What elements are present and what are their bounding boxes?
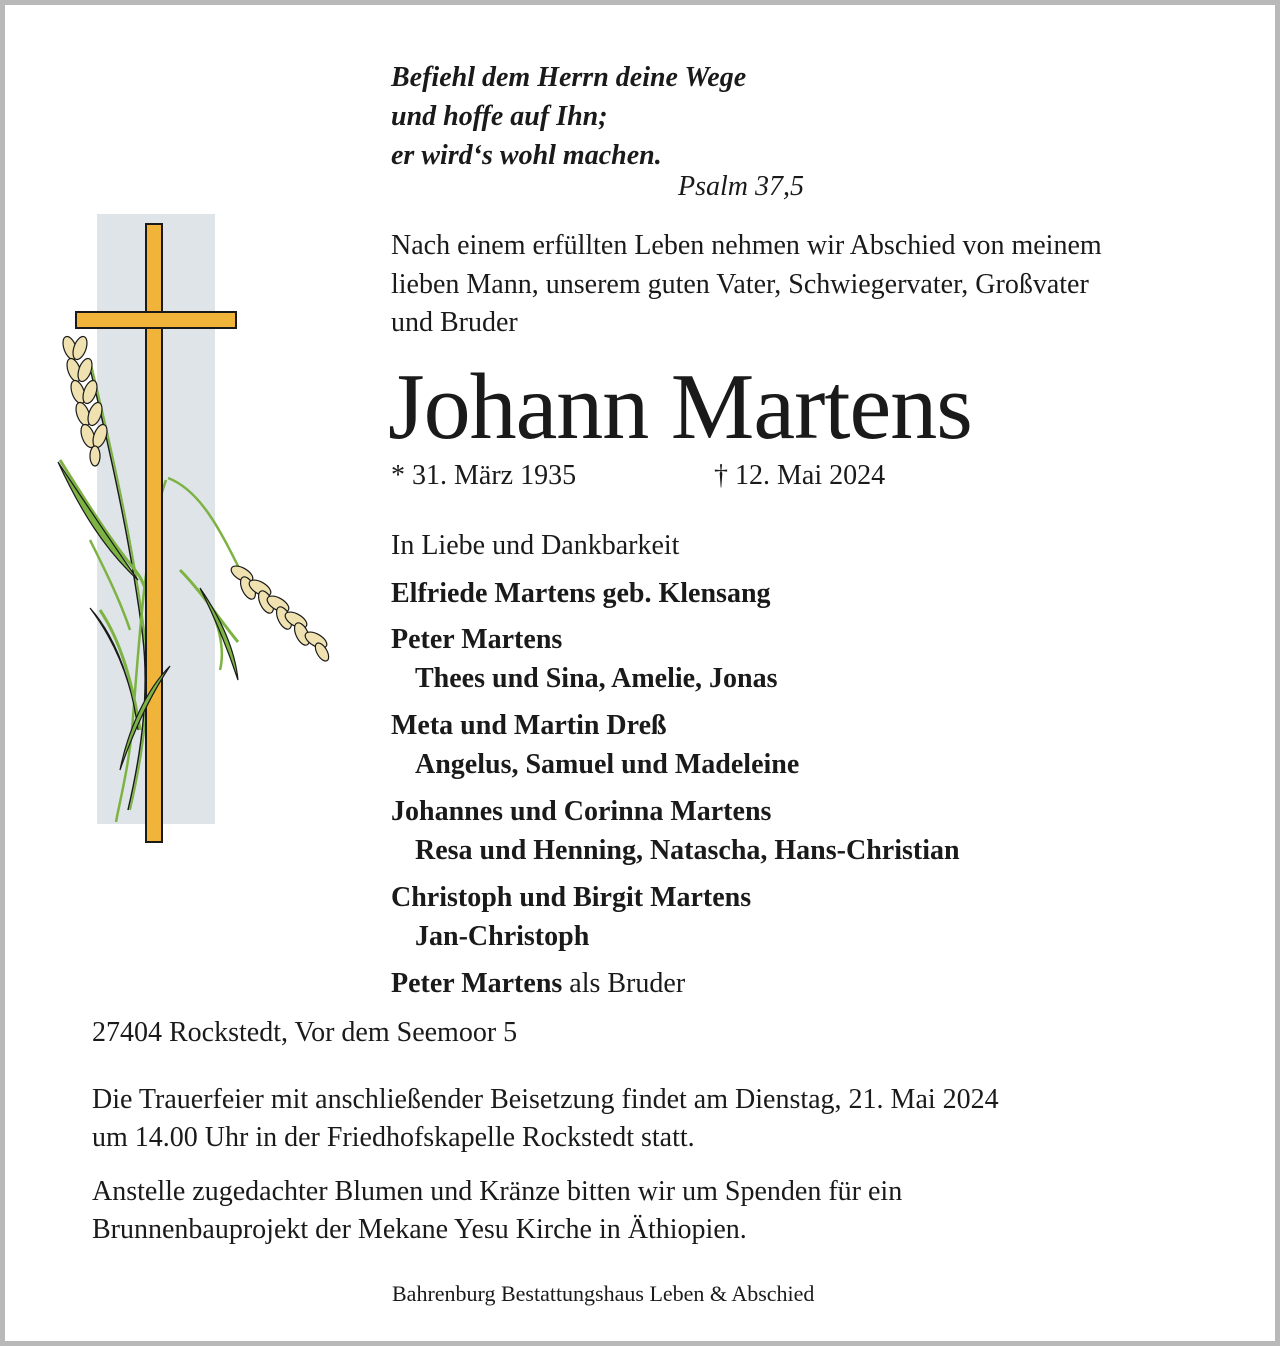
mourner-name: Christoph und Birgit Martens <box>391 882 752 913</box>
intro-text <box>391 227 1251 343</box>
wheat-ear-right <box>229 563 332 663</box>
ceremony-line: um 14.00 Uhr in der Friedhofskapelle Rockstedt statt. <box>92 1122 695 1153</box>
mourner-children: Jan-Christoph <box>415 921 590 952</box>
ceremony-line: Die Trauerfeier mit anschließender Beisetzung findet am Dienstag, 21. Mai 2024 <box>92 1084 999 1115</box>
mourners-list <box>391 575 960 1003</box>
mourner-entry <box>391 965 960 1003</box>
cross-wheat-artwork <box>50 210 350 850</box>
psalm-line: Befiehl dem Herrn deine Wege <box>391 62 747 93</box>
mourner-children: Resa und Henning, Natascha, Hans-Christian <box>415 835 960 866</box>
deceased-name: Johann Martens <box>388 355 972 459</box>
mourner-children: Angelus, Samuel und Madeleine <box>415 749 800 780</box>
mourner-name: Peter Martens <box>391 968 563 999</box>
intro-line: und Bruder <box>391 307 518 338</box>
mourner-name: Meta und Martin Dreß <box>391 710 667 741</box>
donation-request <box>92 1173 1212 1249</box>
donation-line: Anstelle zugedachter Blumen und Kränze bitten wir um Spenden für ein <box>92 1176 903 1207</box>
mourner-name: Peter Martens <box>391 624 563 655</box>
psalm-line: und hoffe auf Ihn; <box>391 101 608 132</box>
mourner-relation: als Bruder <box>562 968 686 999</box>
funeral-home: Bahrenburg Bestattungshaus Leben & Abschied <box>392 1281 815 1306</box>
ceremony-info <box>92 1081 1212 1157</box>
death-date: † 12. Mai 2024 <box>714 460 886 491</box>
psalm-verse <box>391 58 746 175</box>
mourner-name: Elfriede Martens geb. Klensang <box>391 578 771 609</box>
psalm-line: er wird‘s wohl machen. <box>391 140 662 171</box>
birth-date: * 31. März 1935 <box>391 460 577 491</box>
family-address: 27404 Rockstedt, Vor dem Seemoor 5 <box>92 1017 518 1048</box>
psalm-reference: Psalm 37,5 <box>678 171 804 202</box>
mourner-children: Thees und Sina, Amelie, Jonas <box>415 663 778 694</box>
intro-line: Nach einem erfüllten Leben nehmen wir Abschied von meinem <box>391 230 1102 261</box>
intro-line: lieben Mann, unserem guten Vater, Schwiegervater, Großvater <box>391 268 1089 300</box>
mourner-name: Johannes und Corinna Martens <box>391 796 772 827</box>
donation-line: Brunnenbauprojekt der Mekane Yesu Kirche in Äthiopien. <box>92 1214 747 1245</box>
closing-phrase: In Liebe und Dankbarkeit <box>391 530 680 561</box>
